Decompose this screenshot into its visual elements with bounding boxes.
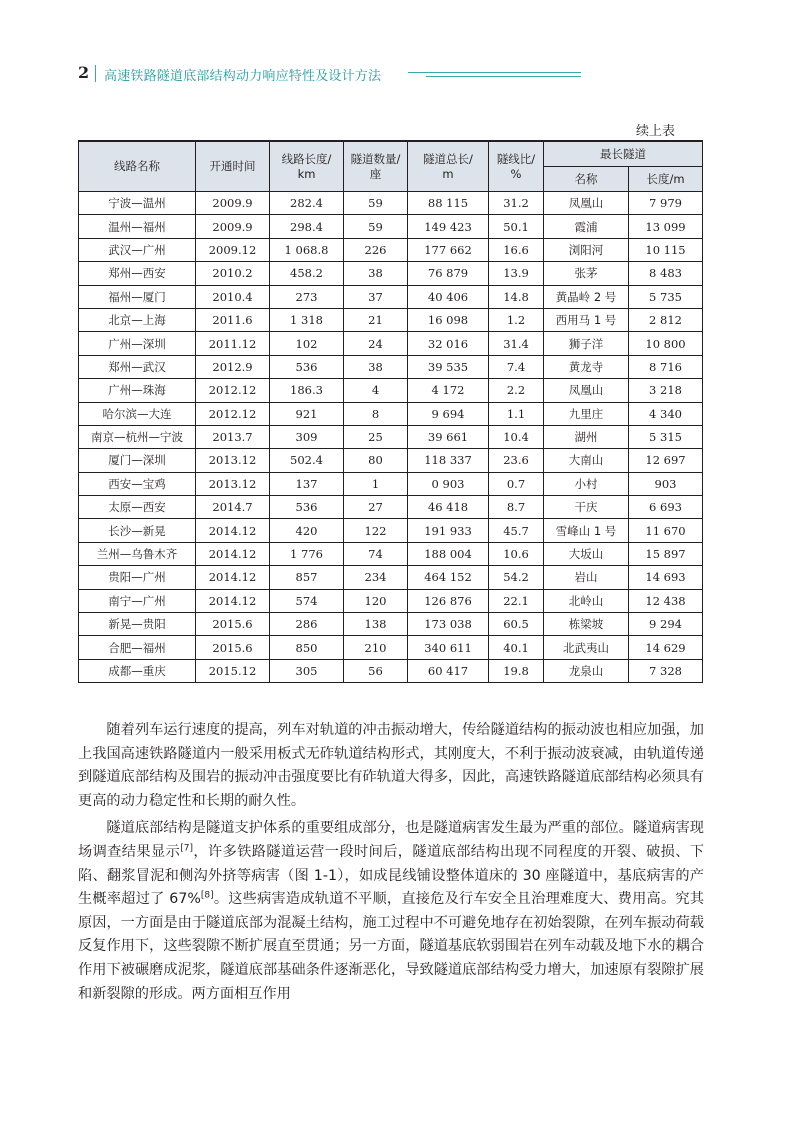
table-cell: 54.2 [489, 566, 544, 589]
table-cell: 25 [344, 425, 408, 448]
table-cell: 霞浦 [544, 215, 629, 238]
table-cell: 2013.12 [196, 472, 270, 495]
table-cell: 536 [270, 496, 344, 519]
table-cell: 狮子洋 [544, 332, 629, 355]
table-row [79, 308, 703, 331]
table-cell: 2015.6 [196, 613, 270, 636]
table-cell: 2009.9 [196, 192, 270, 215]
table-cell: 2014.12 [196, 566, 270, 589]
table-cell: 6 693 [629, 496, 703, 519]
table-cell: 173 038 [408, 613, 489, 636]
table-cell: 120 [344, 589, 408, 612]
table-cell: 2009.9 [196, 215, 270, 238]
table-cell: 40.1 [489, 636, 544, 659]
table-cell: 88 115 [408, 192, 489, 215]
col-header-longest-length: 长度/m [629, 167, 703, 192]
table-row [79, 355, 703, 378]
table-cell: 西用马 1 号 [544, 308, 629, 331]
table-cell: 27 [344, 496, 408, 519]
table-cell: 0.7 [489, 472, 544, 495]
table-cell: 903 [629, 472, 703, 495]
table-row [79, 589, 703, 612]
table-cell: 黄晶岭 2 号 [544, 285, 629, 308]
table-cell: 464 152 [408, 566, 489, 589]
table-cell: 5 735 [629, 285, 703, 308]
table-cell: 4 [344, 379, 408, 402]
table-cell: 536 [270, 355, 344, 378]
table-cell: 4 340 [629, 402, 703, 425]
table-cell: 59 [344, 215, 408, 238]
table-cell: 234 [344, 566, 408, 589]
table-cell: 7 328 [629, 659, 703, 682]
table-row [79, 192, 703, 215]
table-cell: 226 [344, 238, 408, 261]
table-cell: 16 098 [408, 308, 489, 331]
table-cell: 850 [270, 636, 344, 659]
table-cell: 10 800 [629, 332, 703, 355]
table-cell: 3 218 [629, 379, 703, 402]
table-row [79, 472, 703, 495]
col-header-line-length: 线路长度/ km [270, 141, 344, 192]
table-row [79, 636, 703, 659]
table-cell: 黄龙寺 [544, 355, 629, 378]
table-continued-label: 续上表 [636, 124, 676, 139]
table-cell: 8 716 [629, 355, 703, 378]
table-cell: 22.1 [489, 589, 544, 612]
table-cell: 北岭山 [544, 589, 629, 612]
table-cell: 458.2 [270, 262, 344, 285]
table-cell: 8 [344, 402, 408, 425]
table-cell: 37 [344, 285, 408, 308]
table-cell: 45.7 [489, 519, 544, 542]
table-row [79, 519, 703, 542]
table-cell: 浏阳河 [544, 238, 629, 261]
table-cell: 7 979 [629, 192, 703, 215]
table-cell: 122 [344, 519, 408, 542]
table-cell: 12 438 [629, 589, 703, 612]
table-cell: 191 933 [408, 519, 489, 542]
page-number: 2 [78, 63, 90, 82]
table-cell: 北武夷山 [544, 636, 629, 659]
table-cell: 9 294 [629, 613, 703, 636]
table-cell: 九里庄 [544, 402, 629, 425]
table-cell: 11 670 [629, 519, 703, 542]
table-cell: 0 903 [408, 472, 489, 495]
table-cell: 大坂山 [544, 542, 629, 565]
table-cell: 19.8 [489, 659, 544, 682]
table-cell: 50.1 [489, 215, 544, 238]
table-cell: 60.5 [489, 613, 544, 636]
table-cell: 太原—西安 [79, 496, 196, 519]
table-cell: 15 897 [629, 542, 703, 565]
col-header-longest-name: 名称 [544, 167, 629, 192]
table-cell: 80 [344, 449, 408, 472]
table-cell: 9 694 [408, 402, 489, 425]
table-cell: 298.4 [270, 215, 344, 238]
paragraph: 随着列车运行速度的提高，列车对轨道的冲击振动增大，传给隧道结构的振动波也相应加强，加上我国高速铁路隧道内一般采用板式无砟轨道结构形式，其刚度大，不利于振动波衰减，由轨道传递到隧道底部结构及围岩的振动冲击强度要比有砟轨道大得多，因此，高速铁路隧道底部结构必须具有更高的动力稳定性和长期的耐久性。 [78, 722, 704, 809]
table-cell: 1 [344, 472, 408, 495]
table-cell: 14.8 [489, 285, 544, 308]
table-cell: 118 337 [408, 449, 489, 472]
table-cell: 282.4 [270, 192, 344, 215]
table-cell: 8.7 [489, 496, 544, 519]
table-cell: 2012.12 [196, 402, 270, 425]
table-cell: 宁波—温州 [79, 192, 196, 215]
table-cell: 60 417 [408, 659, 489, 682]
table-cell: 186.3 [270, 379, 344, 402]
table-cell: 40 406 [408, 285, 489, 308]
table-cell: 2012.12 [196, 379, 270, 402]
table-cell: 长沙—新晃 [79, 519, 196, 542]
table-cell: 2009.12 [196, 238, 270, 261]
table-cell: 23.6 [489, 449, 544, 472]
table-cell: 凤凰山 [544, 379, 629, 402]
table-row [79, 285, 703, 308]
table-cell: 21 [344, 308, 408, 331]
table-cell: 2014.12 [196, 589, 270, 612]
table-cell: 2012.9 [196, 355, 270, 378]
table-row [79, 402, 703, 425]
table-cell: 厦门—深圳 [79, 449, 196, 472]
table-cell: 1 318 [270, 308, 344, 331]
col-header-open-time: 开通时间 [196, 141, 270, 192]
table-cell: 39 535 [408, 355, 489, 378]
table-cell: 干庆 [544, 496, 629, 519]
table-cell: 502.4 [270, 449, 344, 472]
table-cell: 岩山 [544, 566, 629, 589]
table-cell: 31.2 [489, 192, 544, 215]
table-cell: 857 [270, 566, 344, 589]
table-cell: 广州—深圳 [79, 332, 196, 355]
paragraph: 隧道底部结构是隧道支护体系的重要组成部分，也是隧道病害发生最为严重的部位。隧道病害现场调查结果显示[7]，许多铁路隧道运营一段时间后，隧道底部结构出现不同程度的开裂、破损、下陷、翻浆冒泥和侧沟外挤等病害（图 1-1），如成昆线铺设整体道床的 30 座隧道中，基底病害的产生概率超过了 67%[8]。这些病害造成轨道不平顺，直接危及行车安全且治理难度大、费用高。究其原因，一方面是由于隧道底部为混凝土结构，施工过程中不可避免地存在初始裂隙，在列车振动荷载反复作用下，这些裂隙不断扩展直至贯通；另一方面，隧道基底软弱围岩在列车动载及地下水的耦合作用下被碾磨成泥浆，隧道底部基础条件逐渐恶化，导致隧道底部结构受力增大，加速原有裂隙扩展和新裂隙的形成。两方面相互作用 [78, 820, 704, 1002]
table-cell: 张茅 [544, 262, 629, 285]
col-header-line-name: 线路名称 [79, 141, 196, 192]
col-header-tunnel-ratio: 隧线比/ % [489, 141, 544, 192]
table-cell: 138 [344, 613, 408, 636]
table-cell: 温州—福州 [79, 215, 196, 238]
table-cell: 7.4 [489, 355, 544, 378]
table-cell: 2014.7 [196, 496, 270, 519]
table-cell: 149 423 [408, 215, 489, 238]
table-cell: 凤凰山 [544, 192, 629, 215]
table-cell: 2014.12 [196, 542, 270, 565]
table-row [79, 496, 703, 519]
table-cell: 广州—珠海 [79, 379, 196, 402]
table-cell: 1.1 [489, 402, 544, 425]
table-cell: 31.4 [489, 332, 544, 355]
table-row [79, 332, 703, 355]
table-cell: 大南山 [544, 449, 629, 472]
table-cell: 2011.12 [196, 332, 270, 355]
table-row [79, 379, 703, 402]
table-cell: 郑州—西安 [79, 262, 196, 285]
table-cell: 成都—重庆 [79, 659, 196, 682]
table-cell: 4 172 [408, 379, 489, 402]
table-cell: 2013.7 [196, 425, 270, 448]
table-cell: 177 662 [408, 238, 489, 261]
table-cell: 137 [270, 472, 344, 495]
table-cell: 10.4 [489, 425, 544, 448]
page-header [78, 63, 718, 87]
table-cell: 2010.4 [196, 285, 270, 308]
table-cell: 10 115 [629, 238, 703, 261]
table-cell: 湖州 [544, 425, 629, 448]
table-cell: 574 [270, 589, 344, 612]
col-header-tunnel-total: 隧道总长/ m [408, 141, 489, 192]
table-cell: 340 611 [408, 636, 489, 659]
table-cell: 74 [344, 542, 408, 565]
table-cell: 420 [270, 519, 344, 542]
table-cell: 福州—厦门 [79, 285, 196, 308]
table-cell: 56 [344, 659, 408, 682]
table-cell: 273 [270, 285, 344, 308]
table-cell: 32 016 [408, 332, 489, 355]
table-cell: 76 879 [408, 262, 489, 285]
table-cell: 13.9 [489, 262, 544, 285]
table-cell: 39 661 [408, 425, 489, 448]
table-cell: 38 [344, 355, 408, 378]
table-cell: 2010.2 [196, 262, 270, 285]
table-cell: 2013.12 [196, 449, 270, 472]
col-header-longest-tunnel: 最长隧道 [544, 141, 703, 167]
table-row [79, 659, 703, 682]
table-cell: 305 [270, 659, 344, 682]
table-cell: 8 483 [629, 262, 703, 285]
table-cell: 小村 [544, 472, 629, 495]
table-cell: 286 [270, 613, 344, 636]
table-cell: 南宁—广州 [79, 589, 196, 612]
table-cell: 1 068.8 [270, 238, 344, 261]
table-cell: 郑州—武汉 [79, 355, 196, 378]
header-rule [408, 72, 581, 73]
table-cell: 2015.12 [196, 659, 270, 682]
table-row [79, 238, 703, 261]
col-header-tunnel-count: 隧道数量/ 座 [344, 141, 408, 192]
table-row [79, 613, 703, 636]
table-cell: 14 629 [629, 636, 703, 659]
table-cell: 210 [344, 636, 408, 659]
table-cell: 46 418 [408, 496, 489, 519]
table-cell: 哈尔滨—大连 [79, 402, 196, 425]
table-cell: 贵阳—广州 [79, 566, 196, 589]
table-cell: 921 [270, 402, 344, 425]
table-cell: 126 876 [408, 589, 489, 612]
table-cell: 北京—上海 [79, 308, 196, 331]
header-rule [426, 76, 581, 77]
table-cell: 2014.12 [196, 519, 270, 542]
table-cell: 武汉—广州 [79, 238, 196, 261]
table-cell: 南京—杭州—宁波 [79, 425, 196, 448]
table-cell: 14 693 [629, 566, 703, 589]
table-cell: 2 812 [629, 308, 703, 331]
header-separator [95, 65, 96, 82]
table-cell: 栋梁坡 [544, 613, 629, 636]
citation: [8] [200, 890, 214, 901]
table-cell: 雪峰山 1 号 [544, 519, 629, 542]
table-row [79, 262, 703, 285]
table-cell: 12 697 [629, 449, 703, 472]
table-cell: 新晃—贵阳 [79, 613, 196, 636]
table-cell: 13 099 [629, 215, 703, 238]
table-cell: 兰州—乌鲁木齐 [79, 542, 196, 565]
table-row [79, 542, 703, 565]
table-cell: 5 315 [629, 425, 703, 448]
table-cell: 2015.6 [196, 636, 270, 659]
table-cell: 38 [344, 262, 408, 285]
table-row [79, 215, 703, 238]
table-cell: 102 [270, 332, 344, 355]
book-title: 高速铁路隧道底部结构动力响应特性及设计方法 [104, 69, 382, 84]
table-cell: 59 [344, 192, 408, 215]
table-row [79, 566, 703, 589]
table-cell: 24 [344, 332, 408, 355]
table-cell: 2.2 [489, 379, 544, 402]
table-cell: 188 004 [408, 542, 489, 565]
table-row [79, 425, 703, 448]
table-cell: 309 [270, 425, 344, 448]
tunnel-table [78, 140, 703, 683]
table-cell: 西安—宝鸡 [79, 472, 196, 495]
table-cell: 1.2 [489, 308, 544, 331]
table-row [79, 449, 703, 472]
table-cell: 1 776 [270, 542, 344, 565]
body-text [78, 719, 704, 1010]
table-cell: 2011.6 [196, 308, 270, 331]
table-cell: 合肥—福州 [79, 636, 196, 659]
citation: [7] [180, 843, 193, 854]
table-cell: 16.6 [489, 238, 544, 261]
table-cell: 10.6 [489, 542, 544, 565]
table-cell: 龙泉山 [544, 659, 629, 682]
